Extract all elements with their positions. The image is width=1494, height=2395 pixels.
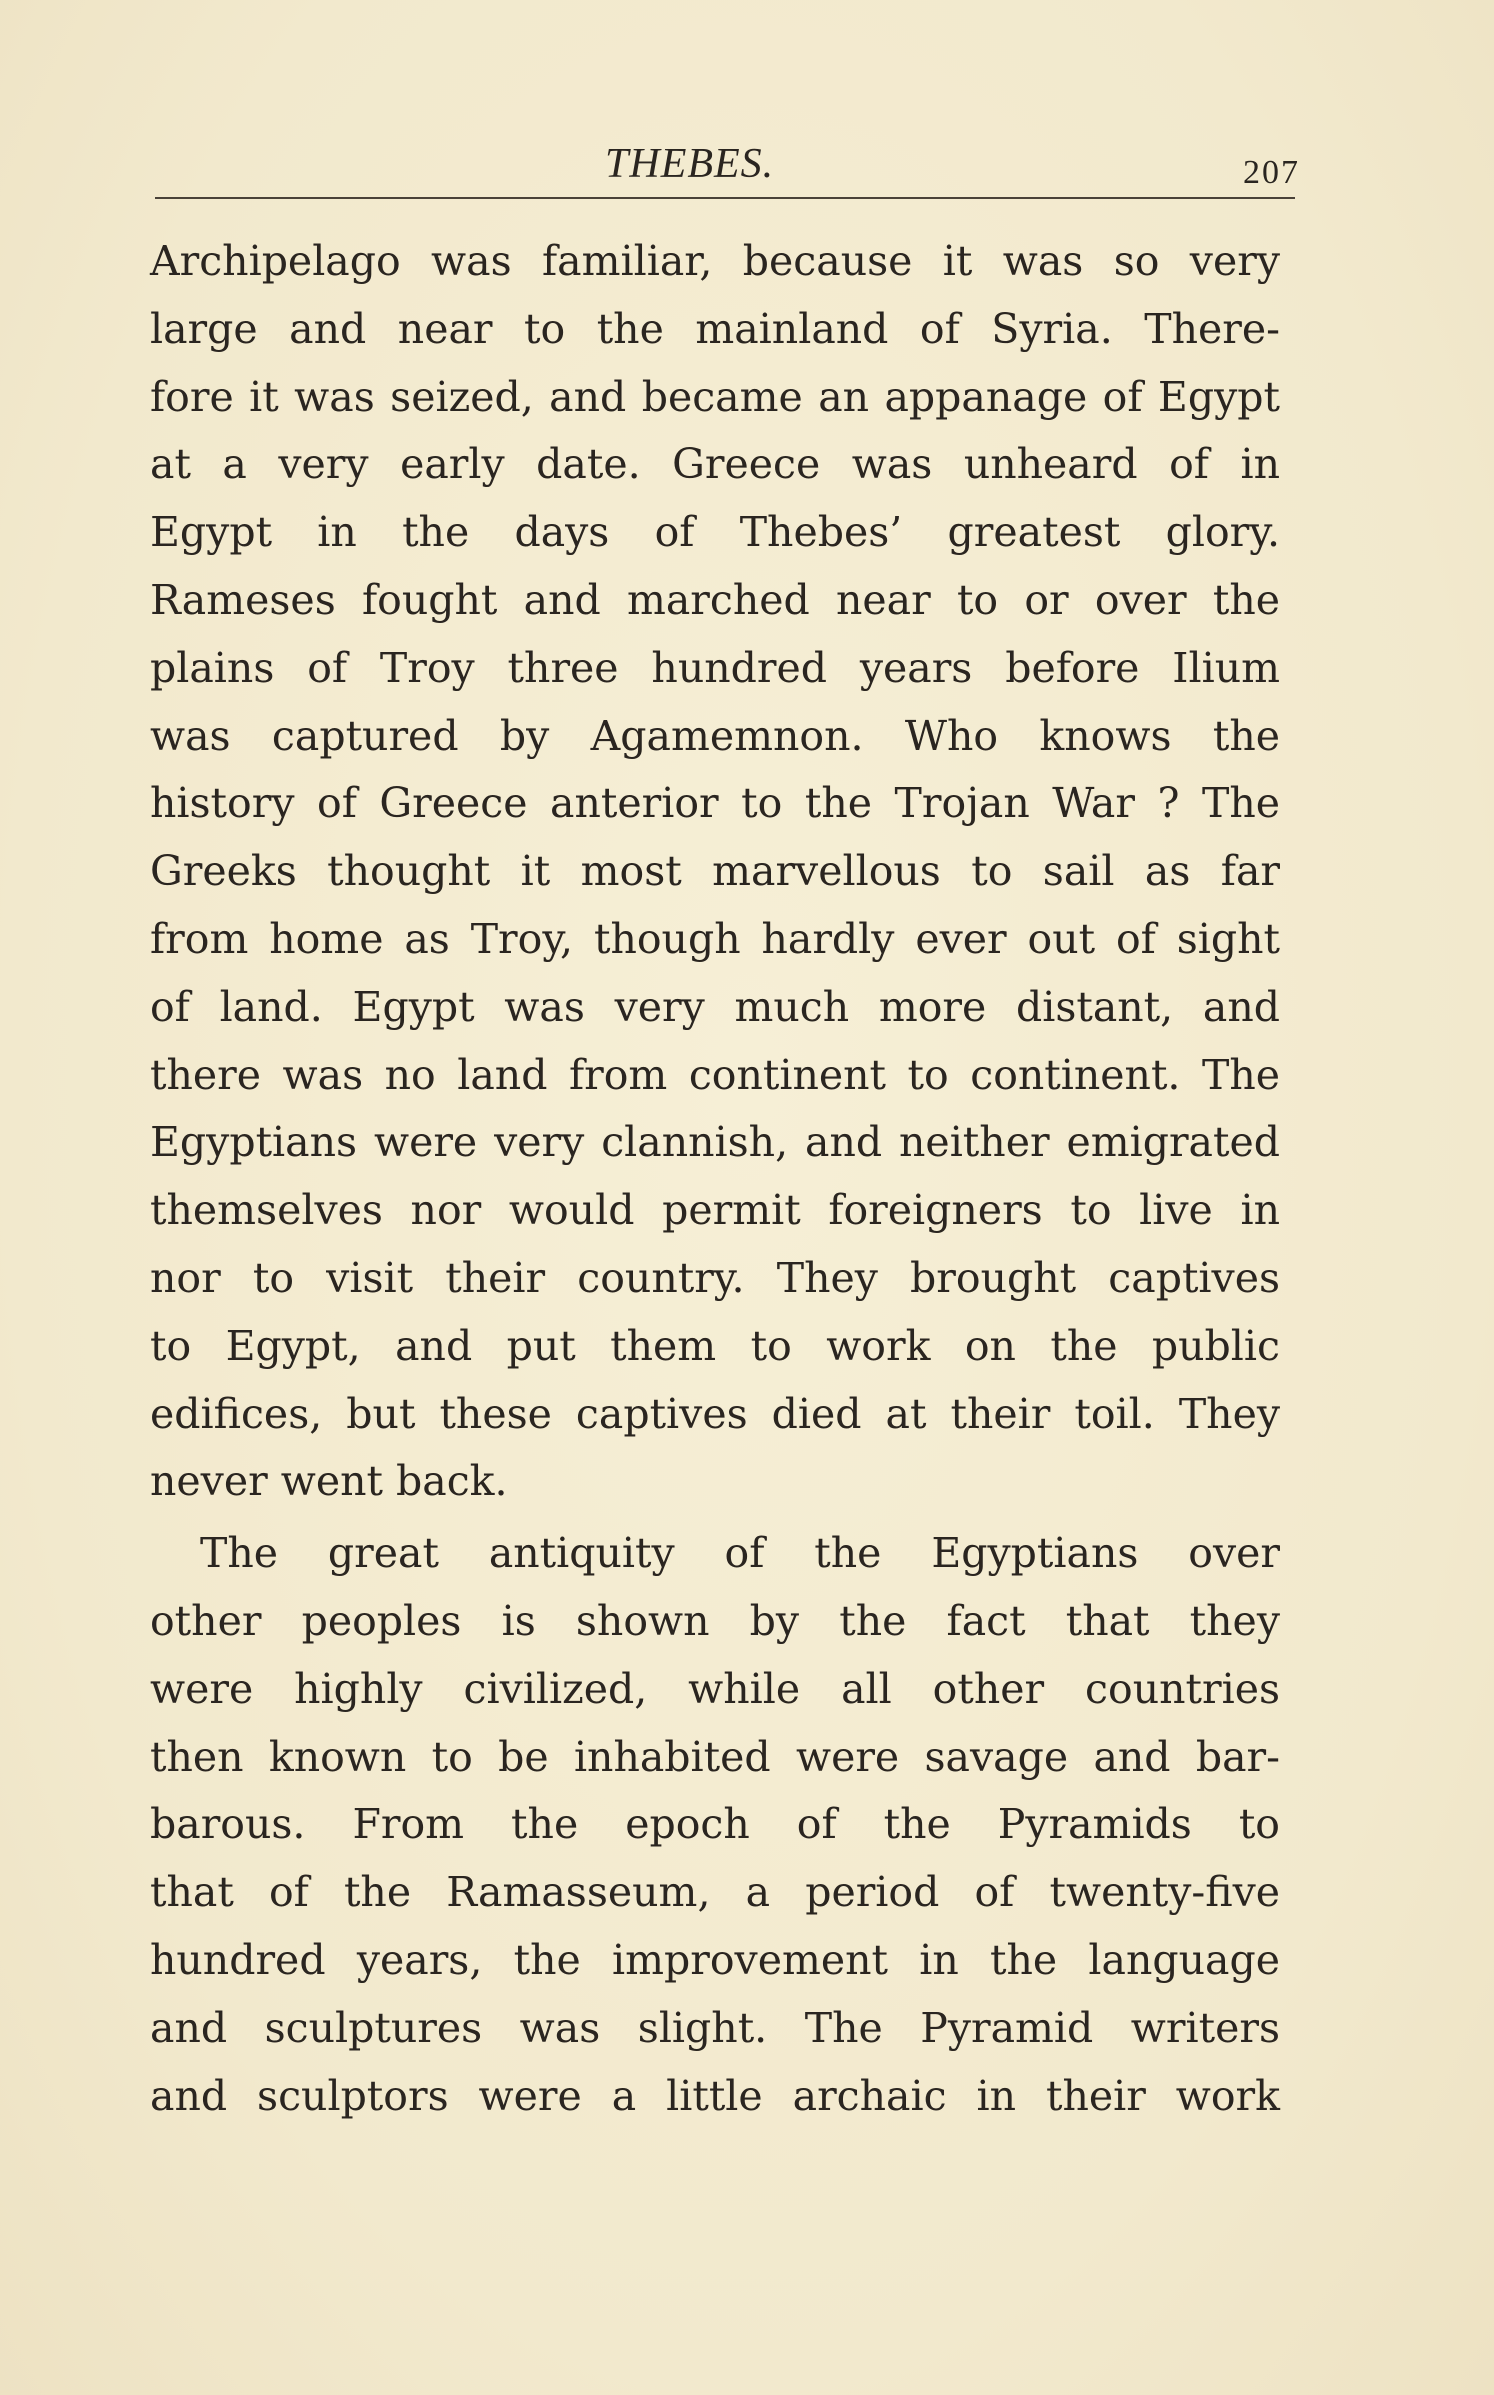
text-line: edifices, but these captives died at their toil. They [150, 1389, 1280, 1438]
text-line: at a very early date. Greece was unheard of in [150, 440, 1280, 489]
text-line: and sculptors were a little archaic in their work [150, 2071, 1280, 2120]
paragraph-2 [150, 1520, 1280, 2130]
text-line: themselves nor would permit foreigners to live in [150, 1186, 1280, 1235]
running-head [150, 140, 1300, 200]
text-line: Rameses fought and marched near to or over the [150, 575, 1280, 624]
text-line: there was no land from continent to continent. The [150, 1050, 1280, 1099]
text-line: other peoples is shown by the fact that they [150, 1596, 1280, 1645]
text-line: barous. From the epoch of the Pyramids to [150, 1800, 1280, 1849]
text-line: was captured by Agamemnon. Who knows the [150, 711, 1280, 760]
text-line: never went back. [150, 1457, 508, 1506]
text-line: that of the Ramasseum, a period of twenty-five [150, 1868, 1280, 1917]
page-number: 207 [1243, 154, 1300, 191]
header-rule [155, 197, 1295, 199]
text-line: hundred years, the improvement in the language [150, 1935, 1280, 1984]
body-text [150, 228, 1280, 2130]
text-line: history of Greece anterior to the Trojan War ? The [150, 779, 1280, 828]
text-line: Egypt in the days of Thebes’ greatest glory. [150, 508, 1280, 557]
text-line: and sculptures was slight. The Pyramid writers [150, 2003, 1280, 2052]
text-line: from home as Troy, though hardly ever out of sight [150, 914, 1280, 963]
text-line: The great antiquity of the Egyptians over [200, 1529, 1280, 1578]
text-line: plains of Troy three hundred years before Ilium [150, 643, 1280, 692]
text-line: of land. Egypt was very much more distant, and [150, 982, 1280, 1031]
text-line: Greeks thought it most marvellous to sail as far [150, 847, 1280, 896]
paragraph-1 [150, 228, 1280, 1516]
text-line: to Egypt, and put them to work on the public [150, 1321, 1280, 1370]
text-line: Egyptians were very clannish, and neither emigrated [150, 1118, 1280, 1167]
text-line: then known to be inhabited were savage and bar- [150, 1732, 1280, 1781]
text-line: large and near to the mainland of Syria. There- [150, 304, 1280, 353]
text-line: nor to visit their country. They brought captives [150, 1253, 1280, 1302]
text-line: were highly civilized, while all other countries [150, 1664, 1280, 1713]
text-line: fore it was seized, and became an appanage of Egypt [150, 372, 1280, 421]
running-title: THEBES. [605, 141, 775, 187]
text-line: Archipelago was familiar, because it was so very [150, 237, 1280, 285]
